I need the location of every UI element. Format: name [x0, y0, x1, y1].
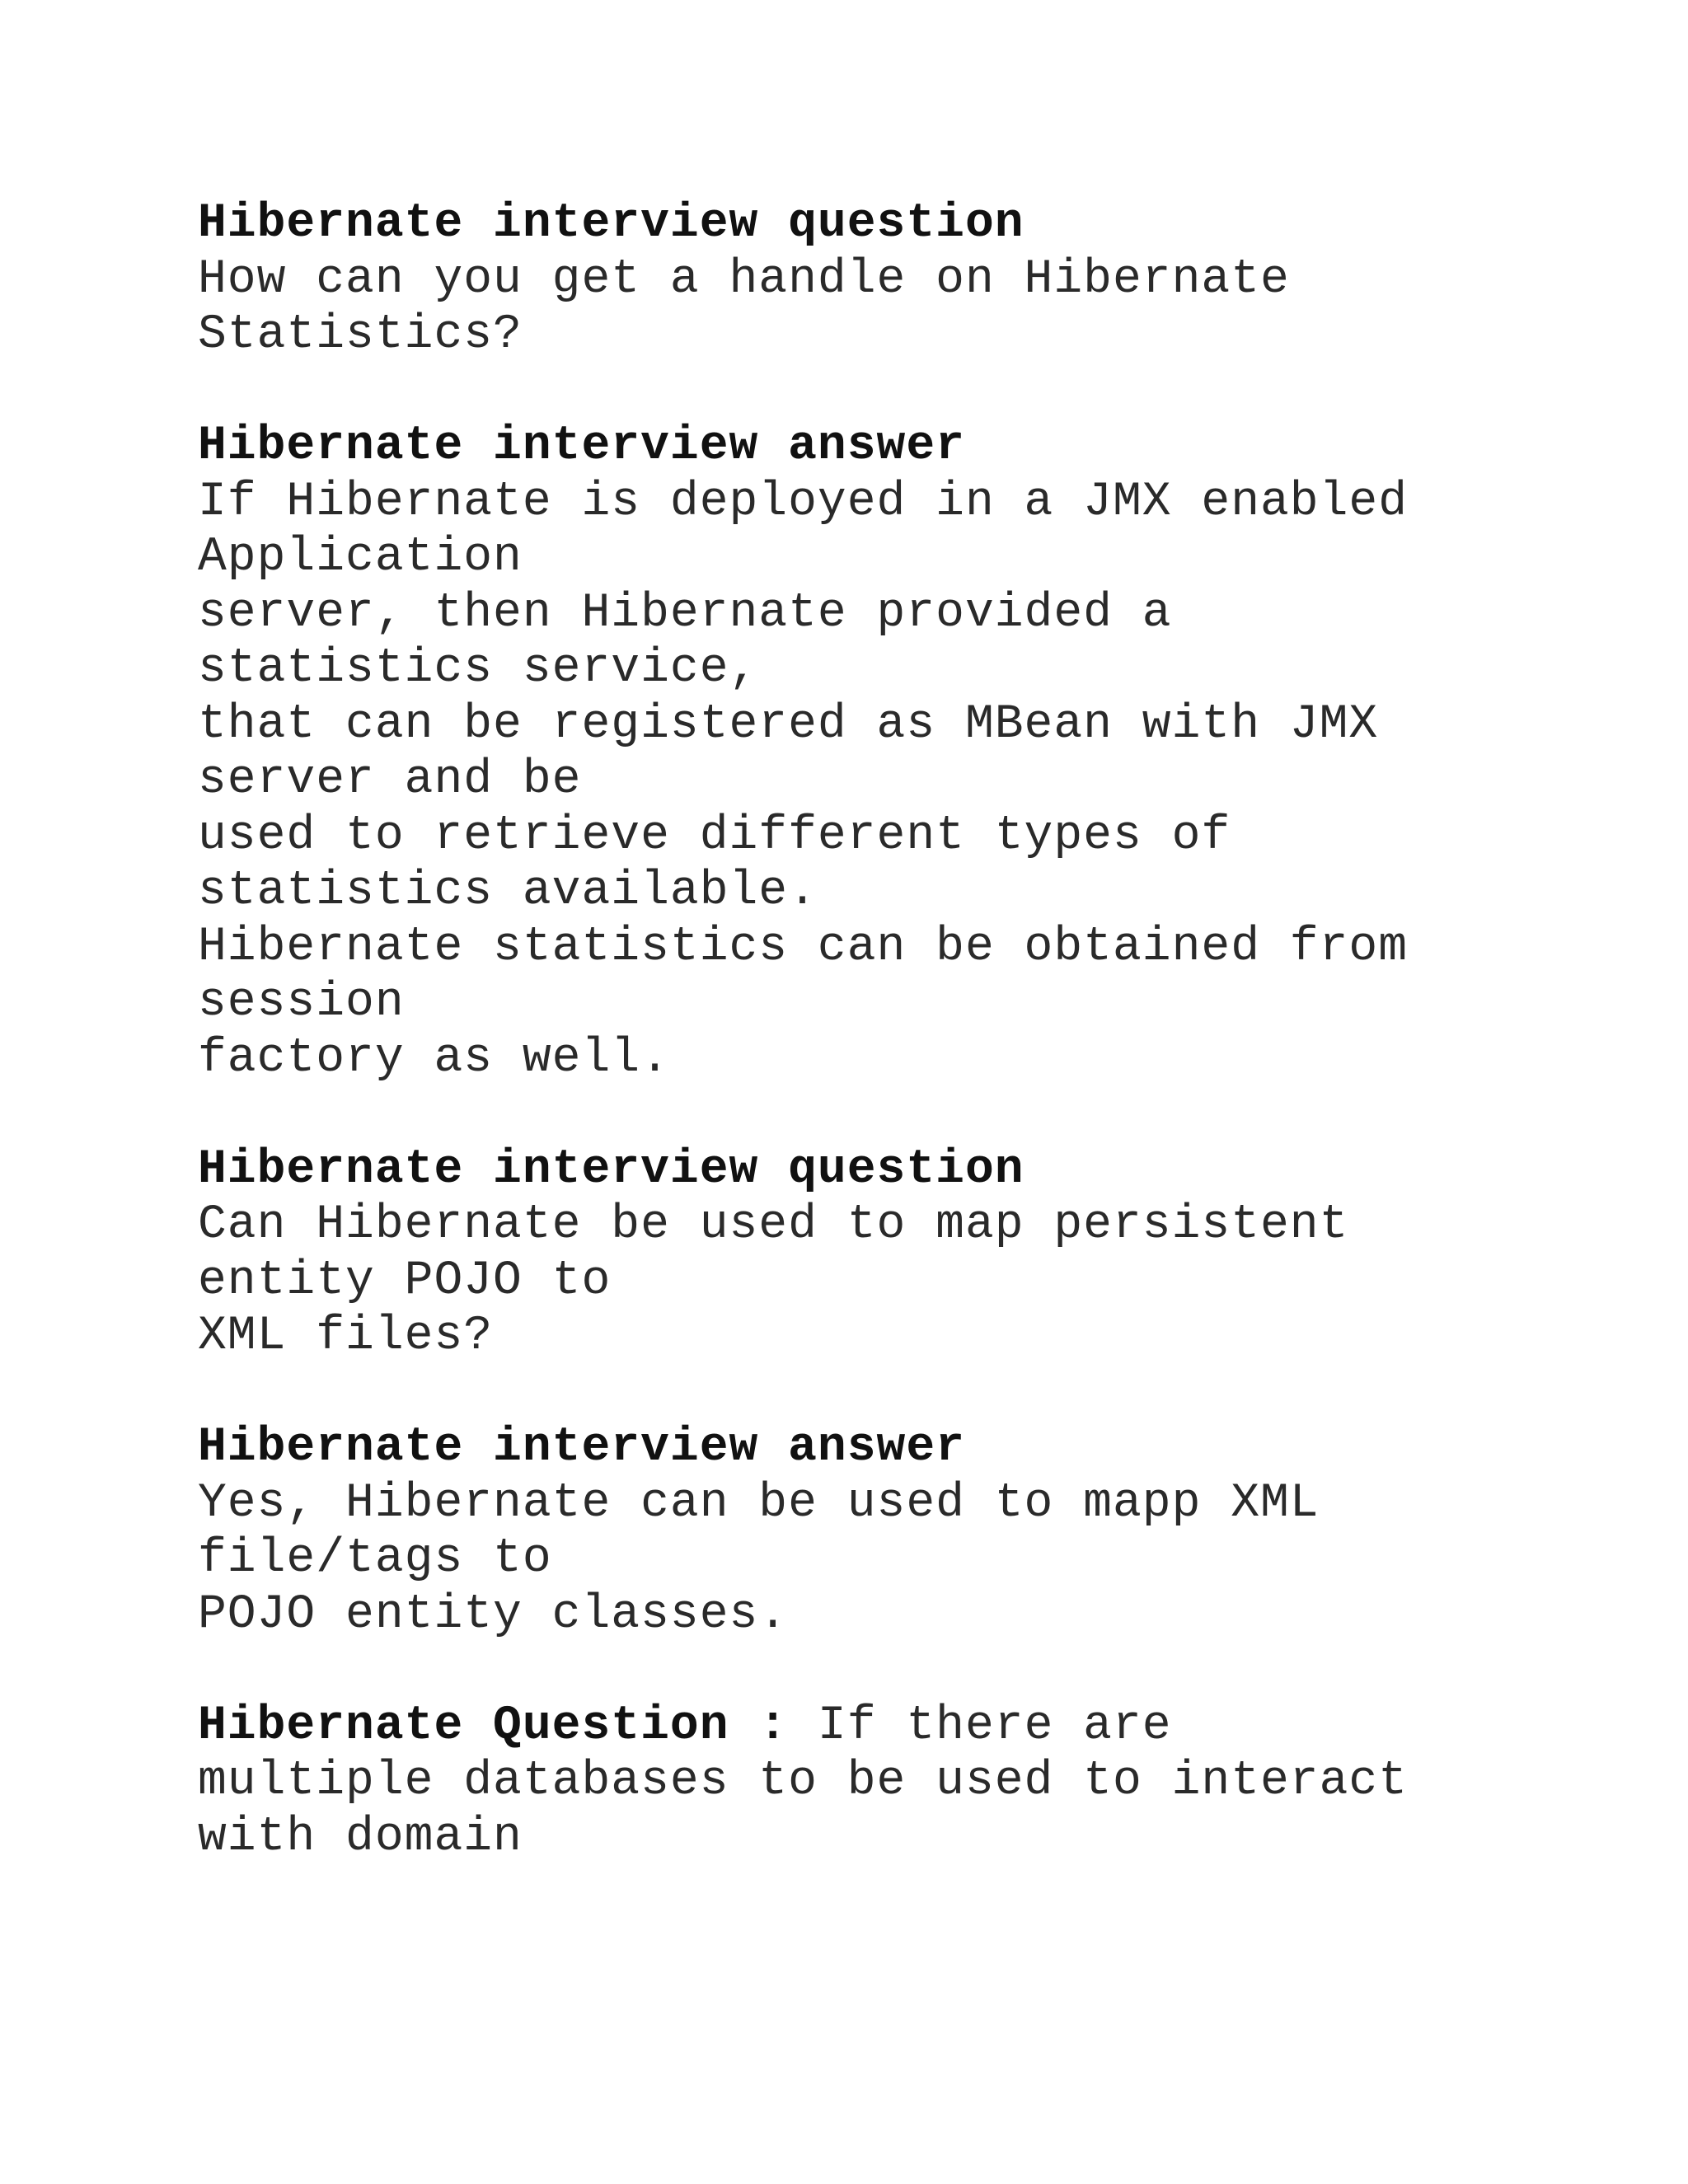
document-page	[198, 196, 1533, 1921]
body-line: file/tags to	[198, 1532, 552, 1586]
body-line: statistics service,	[198, 642, 759, 696]
qa-section-2	[198, 419, 1533, 1086]
body-line: Statistics?	[198, 308, 523, 362]
qa-section-3	[198, 1142, 1533, 1365]
question-label: Hibernate Question :	[198, 1699, 789, 1753]
section-heading: Hibernate interview answer	[198, 1421, 965, 1474]
body-line: Application	[198, 531, 523, 584]
body-line: XML files?	[198, 1310, 494, 1363]
qa-section-1	[198, 196, 1533, 363]
question-text: If there are	[788, 1699, 1172, 1753]
body-line: that can be registered as MBean with JMX	[198, 697, 1379, 752]
body-line: server and be	[198, 753, 582, 807]
body-line: If Hibernate is deployed in a JMX enabled	[198, 475, 1409, 529]
body-line: entity POJO to	[198, 1254, 612, 1308]
body-line: Can Hibernate be used to map persistent	[198, 1198, 1349, 1252]
body-line: statistics available.	[198, 865, 818, 918]
qa-section-4	[198, 1420, 1533, 1643]
body-line: used to retrieve different types of	[198, 808, 1231, 863]
body-line: with domain	[198, 1810, 523, 1864]
qa-section-5	[198, 1699, 1533, 1866]
question-line	[198, 1699, 1533, 1755]
section-heading: Hibernate interview answer	[198, 419, 965, 473]
body-line: How can you get a handle on Hibernate	[198, 252, 1290, 307]
body-line: multiple databases to be used to interact	[198, 1755, 1409, 1808]
body-line: session	[198, 976, 405, 1029]
body-line: server, then Hibernate provided a	[198, 586, 1172, 640]
body-line: factory as well.	[198, 1031, 670, 1085]
body-line: Yes, Hibernate can be used to mapp XML	[198, 1476, 1320, 1530]
body-line: Hibernate statistics can be obtained from	[198, 920, 1409, 974]
section-heading: Hibernate interview question	[198, 197, 1025, 251]
body-line: POJO entity classes.	[198, 1587, 789, 1642]
section-heading: Hibernate interview question	[198, 1142, 1025, 1197]
